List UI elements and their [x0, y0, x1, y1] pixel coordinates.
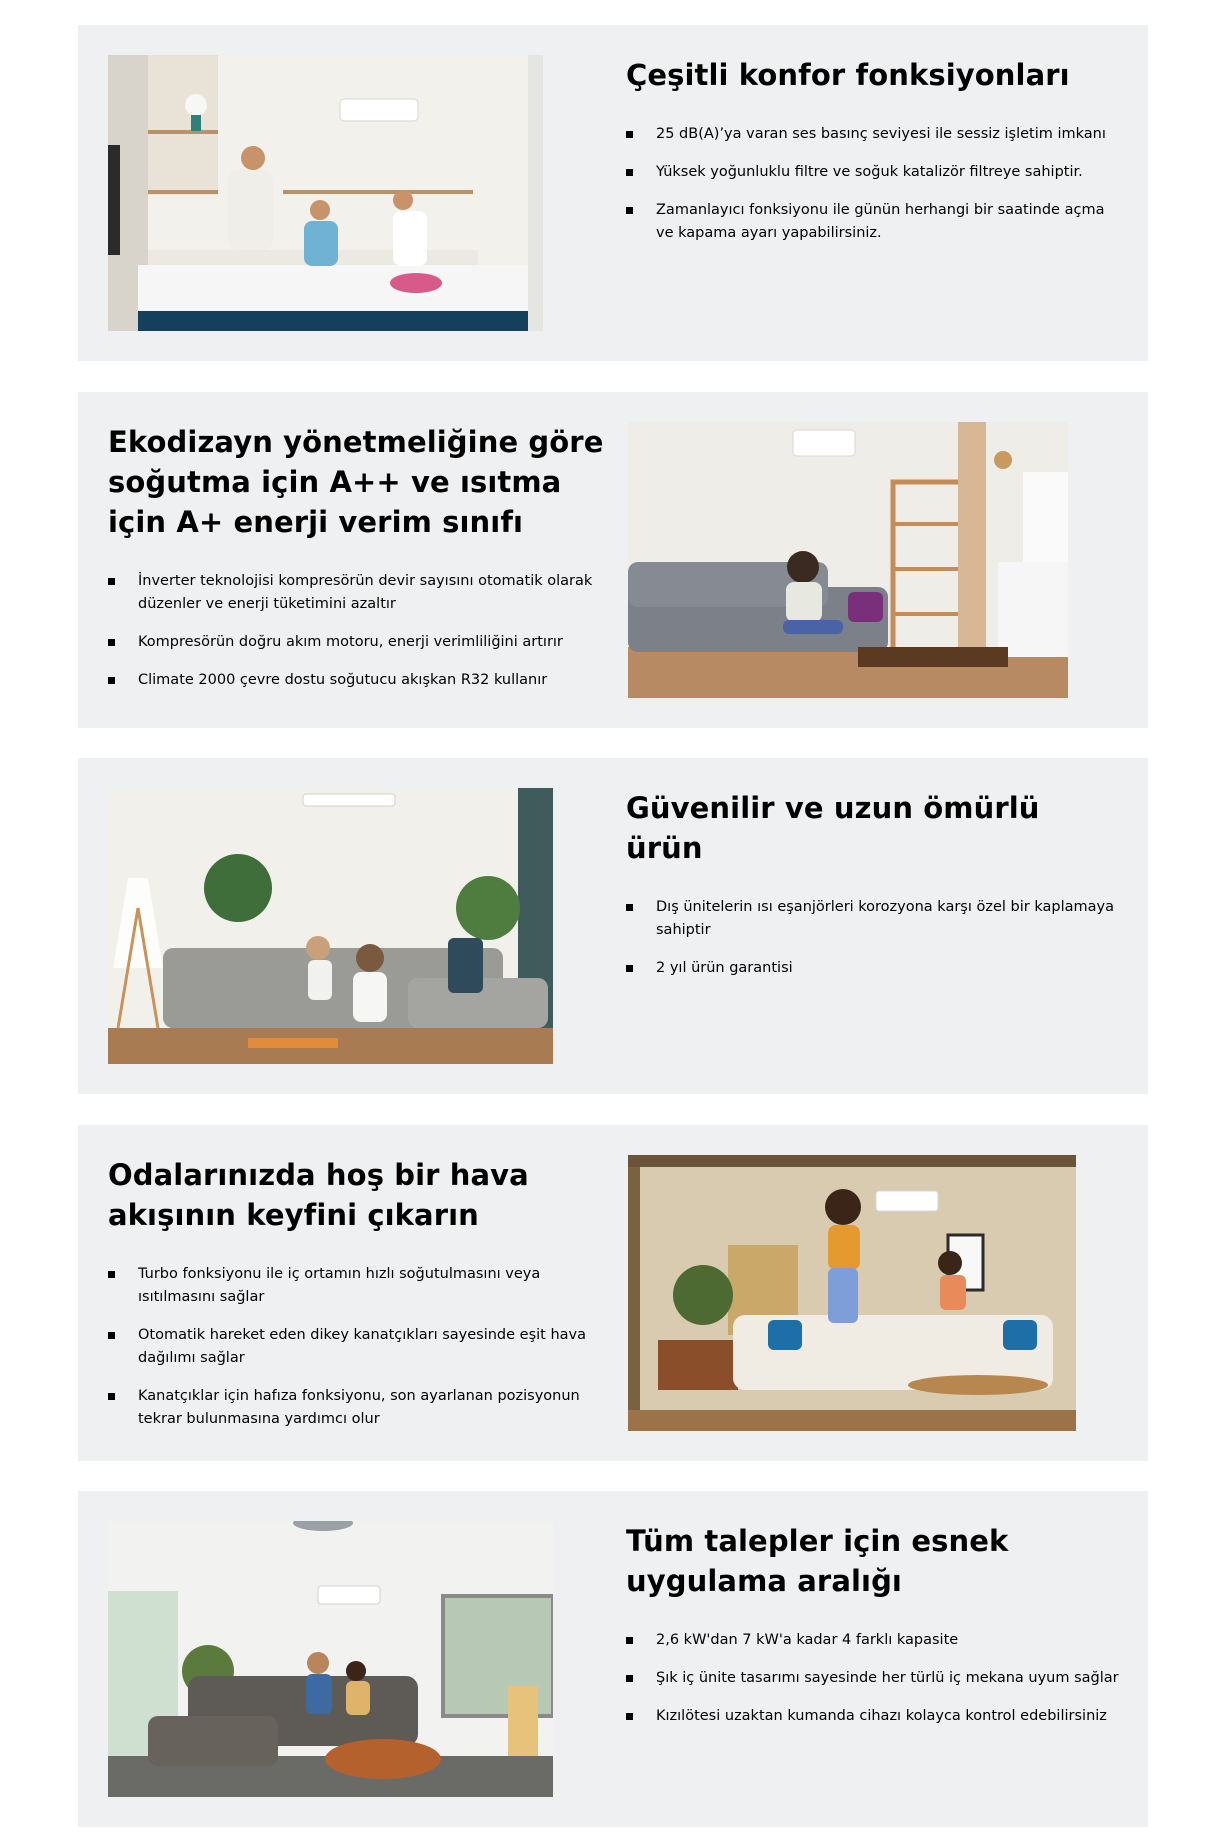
- list-item: [626, 1705, 1126, 1728]
- list-item-text: Climate 2000 çevre dostu soğutucu akışkan R32 kullanır: [138, 672, 548, 688]
- section-title: Odalarınızda hoş bir hava akışının keyfini çıkarın: [108, 1158, 529, 1232]
- section-title: Ekodizayn yönetmeliğine göre soğutma için A++ ve ısıtma için A+ enerji verim sınıfı: [108, 425, 604, 539]
- list-item-text: 2 yıl ürün garantisi: [656, 960, 793, 976]
- bullet-icon: [108, 677, 115, 684]
- dancing-family-photo: [628, 1155, 1076, 1431]
- bullet-icon: [108, 639, 115, 646]
- list-item-text: Şık iç ünite tasarımı sayesinde her türlü iç mekana uyum sağlar: [656, 1670, 1119, 1686]
- feature-list: [626, 1629, 1126, 1728]
- bullet-icon: [108, 1332, 115, 1339]
- list-item-text: Yüksek yoğunluklu filtre ve soğuk katalizör filtreye sahiptir.: [656, 164, 1083, 180]
- section-title: Güvenilir ve uzun ömürlü ürün: [626, 791, 1040, 865]
- feature-text: [108, 422, 608, 707]
- list-item: [626, 957, 1126, 980]
- feature-text: [108, 1155, 608, 1446]
- list-item: [108, 669, 608, 692]
- bullet-icon: [626, 1675, 633, 1682]
- feature-list: [108, 570, 608, 692]
- list-item-text: Otomatik hareket eden dikey kanatçıkları sayesinde eşit hava dağılımı sağlar: [138, 1327, 586, 1366]
- list-item-text: Turbo fonksiyonu ile iç ortamın hızlı soğutulmasını veya ısıtılmasını sağlar: [138, 1266, 541, 1305]
- section-title: Tüm talepler için esnek uygulama aralığı: [626, 1524, 1009, 1598]
- feature-list: [626, 896, 1126, 980]
- feature-text: [626, 1521, 1126, 1743]
- bullet-icon: [626, 904, 633, 911]
- feature-section-comfort: [78, 25, 1148, 361]
- list-item-text: İnverter teknolojisi kompresörün devir sayısını otomatik olarak düzenler ve enerji tüketimini azaltır: [138, 573, 593, 612]
- feature-text: [626, 55, 1126, 260]
- bullet-icon: [626, 1637, 633, 1644]
- kitchen-family-photo: [108, 55, 543, 331]
- list-item: [108, 1263, 608, 1309]
- bullet-icon: [108, 1271, 115, 1278]
- feature-list: [108, 1263, 608, 1431]
- feature-section-reliable: [78, 758, 1148, 1094]
- list-item-text: 25 dB(A)’ya varan ses basınç seviyesi ile sessiz işletim imkanı: [656, 126, 1106, 142]
- section-title: Çeşitli konfor fonksiyonları: [626, 58, 1070, 92]
- list-item-text: Kızılötesi uzaktan kumanda cihazı kolayca kontrol edebilirsiniz: [656, 1708, 1107, 1724]
- list-item: [626, 1667, 1126, 1690]
- living-room-mother-child-photo: [108, 788, 553, 1064]
- bullet-icon: [626, 965, 633, 972]
- list-item: [626, 161, 1126, 184]
- living-room-guitar-photo: [108, 1521, 553, 1797]
- list-item-text: Zamanlayıcı fonksiyonu ile günün herhangi bir saatinde açma ve kapama ayarı yapabilirsiniz.: [656, 202, 1105, 241]
- list-item: [108, 631, 608, 654]
- feature-section-energy: [78, 392, 1148, 728]
- list-item-text: Kompresörün doğru akım motoru, enerji verimliliğini artırır: [138, 634, 563, 650]
- list-item: [626, 896, 1126, 942]
- list-item: [108, 1385, 608, 1431]
- feature-section-flexible: [78, 1491, 1148, 1827]
- list-item-text: Kanatçıklar için hafıza fonksiyonu, son ayarlanan pozisyonun tekrar bulunmasına yardımcı olur: [138, 1388, 580, 1427]
- list-item-text: Dış ünitelerin ısı eşanjörleri korozyona karşı özel bir kaplamaya sahiptir: [656, 899, 1114, 938]
- bullet-icon: [626, 1713, 633, 1720]
- feature-section-airflow: [78, 1125, 1148, 1461]
- list-item: [626, 199, 1126, 245]
- bullet-icon: [626, 169, 633, 176]
- list-item: [108, 570, 608, 616]
- list-item-text: 2,6 kW'dan 7 kW'a kadar 4 farklı kapasite: [656, 1632, 959, 1648]
- feature-text: [626, 788, 1126, 995]
- list-item: [108, 1324, 608, 1370]
- bullet-icon: [108, 1393, 115, 1400]
- bullet-icon: [626, 207, 633, 214]
- bullet-icon: [108, 578, 115, 585]
- list-item: [626, 1629, 1126, 1652]
- bullet-icon: [626, 131, 633, 138]
- list-item: [626, 123, 1126, 146]
- living-room-woman-photo: [628, 422, 1068, 698]
- feature-list: [626, 123, 1126, 245]
